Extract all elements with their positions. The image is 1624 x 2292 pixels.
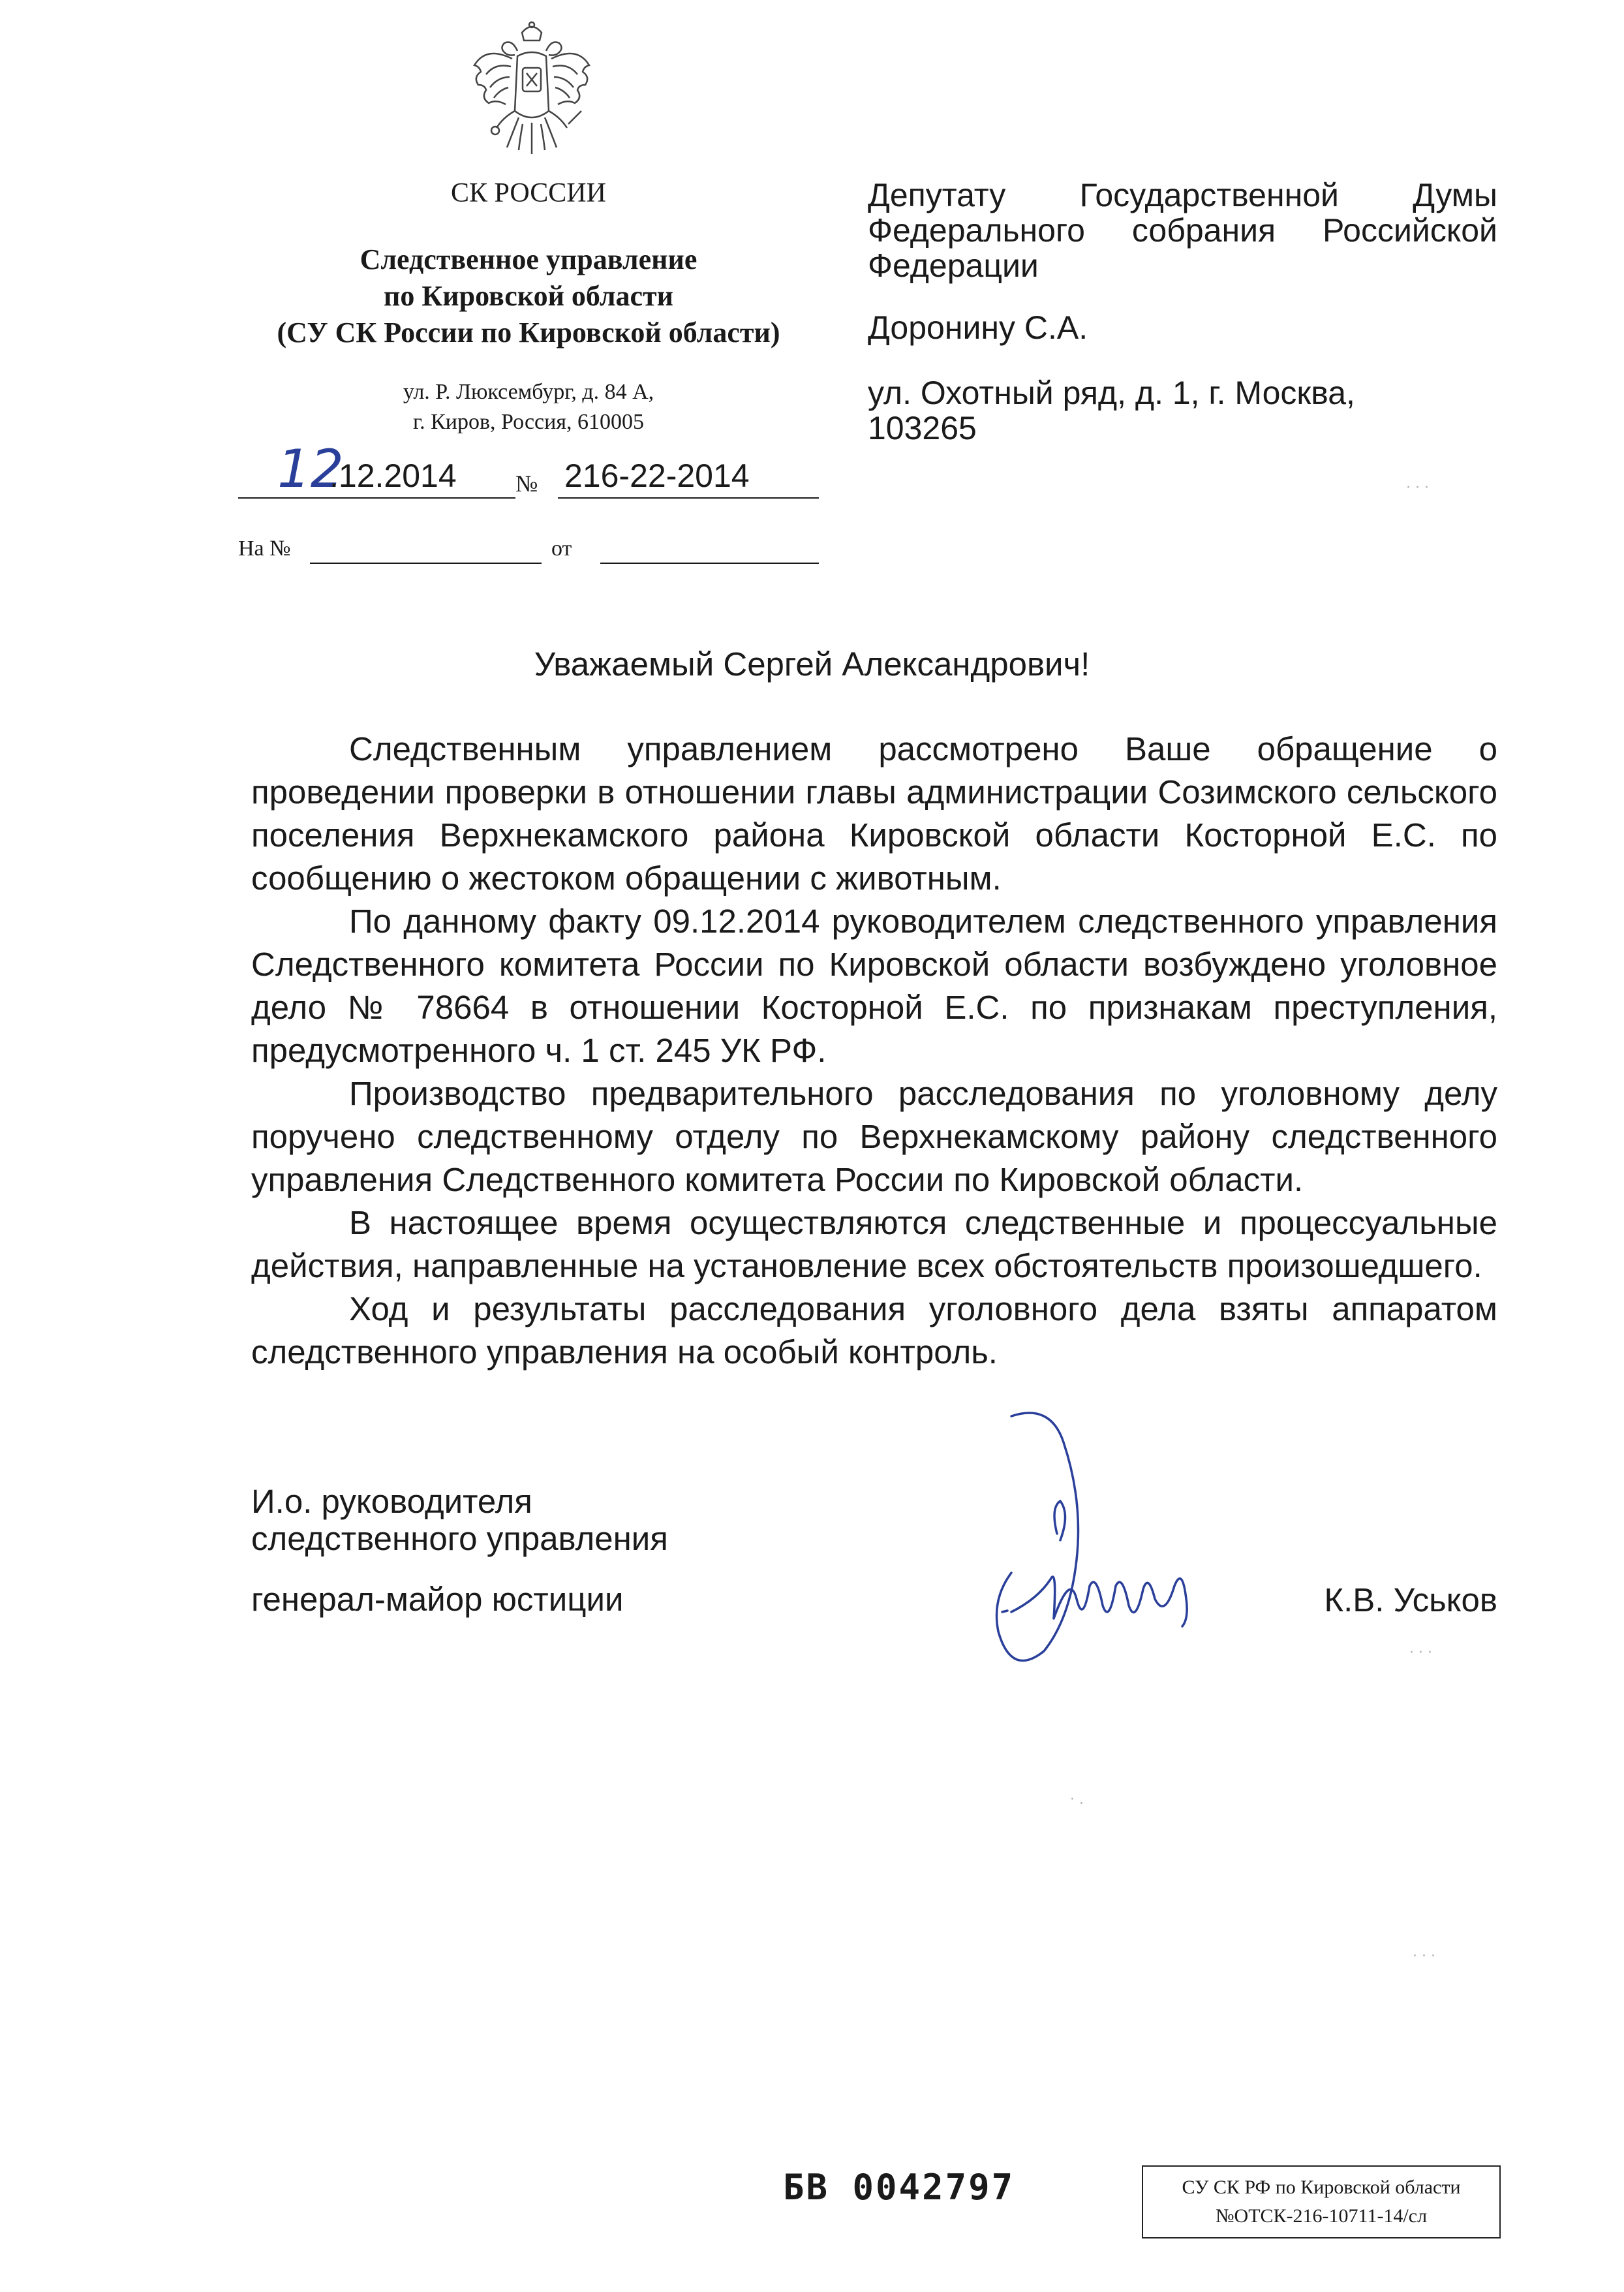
body-paragraph: Следственным управлением рассмотрено Ваше обращение о проведении проверки в отношении главы администрации Созимского сельского поселения Верхнекамского района Кировской области Косторной Е.С. по сообщению о жестоком обращении с животным. [251,730,1497,897]
body-paragraph: Производство предварительного расследования по уголовному делу поручено следственному отделу по Верхнекамскому району следственного управления Следственного комитета России по Кировской области. [251,1075,1497,1198]
position-line: следственного управления [251,1520,668,1557]
reference-date-label: от [551,536,572,561]
registration-stamp [1142,2165,1501,2238]
number-underline [558,497,819,499]
addressee-block [868,178,1497,283]
addressee-address [868,375,1497,446]
agency-name: СК РОССИИ [451,178,606,208]
registration-number: 216-22-2014 [564,457,750,494]
coat-of-arms-emblem-icon [467,20,597,160]
addressee-address-line: ул. Охотный ряд, д. 1, г. Москва, [868,375,1355,411]
address-line: г. Киров, Россия, 610005 [413,410,644,434]
reference-row [238,530,825,569]
address-line: ул. Р. Люксембург, д. 84 А, [403,380,654,404]
body-paragraph: По данному факту 09.12.2014 руководителем следственного управления Следственного комитета России по Кировской области возбуждено уголовное дело № 78664 в отношении Косторной Е.С. по признакам преступления, предусмотренного ч. 1 ст. 245 УК РФ. [251,903,1497,1069]
reference-number-blank [310,563,542,564]
addressee-line: Федерального собрания Российской [868,212,1497,249]
scan-speck: · · · [1413,1948,1435,1964]
stamp-line: №ОТСК-216-10711-14/сл [1215,2205,1428,2227]
department-line: по Кировской области [383,280,674,312]
date-underline [238,497,515,499]
addressee-name: Доронину С.А. [868,309,1088,346]
date-number-row [238,439,825,503]
scan-speck: · · · [1406,480,1429,496]
department-address [222,377,835,437]
letter-body [251,728,1497,1374]
body-paragraph: Ход и результаты расследования уголовного дела взяты аппаратом следственного управления на особый контроль. [251,1290,1497,1371]
reference-number-label: На № [238,536,291,561]
number-sign: № [515,471,538,497]
reference-date-blank [600,563,819,564]
position-line: И.о. руководителя [251,1483,532,1520]
body-paragraph: В настоящее время осуществляются следственные и процессуальные действия, направленные на установление всех обстоятельств произошедшего. [251,1204,1497,1284]
department-line: Следственное управление [360,243,697,275]
handwritten-signature-icon [940,1403,1253,1697]
scan-speck: · . [1070,1791,1084,1808]
addressee-address-line: 103265 [868,410,977,446]
addressee-line: Депутату Государственной Думы [868,177,1497,213]
serial-number: БВ 0042797 [783,2167,1015,2208]
signatory-name: К.В. Уськов [1324,1581,1497,1618]
department-title [222,241,835,351]
letter-date: .12.2014 [329,457,457,494]
stamp-line: СУ СК РФ по Кировской области [1182,2176,1461,2198]
signatory-rank: генерал-майор юстиции [251,1581,624,1618]
salutation: Уважаемый Сергей Александрович! [534,645,1090,683]
addressee-line: Федерации [868,247,1039,284]
signatory-position [251,1483,668,1557]
scan-speck: · · · [1409,1645,1432,1661]
department-line: (СУ СК России по Кировской области) [277,317,780,348]
handwritten-day: 12 [277,439,344,499]
